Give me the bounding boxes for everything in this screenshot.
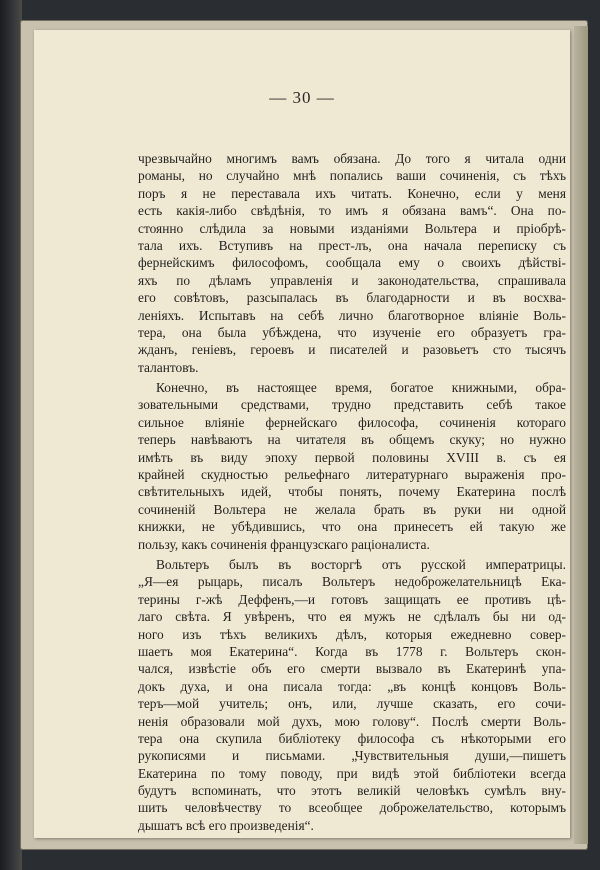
- text-line: зовательными средствами, трудно представить себѣ такое: [138, 397, 566, 413]
- text-line: сочиненій Вольтера не желала брать въ руки ни одной: [138, 501, 566, 517]
- text-line: сильное вліяніе фернейскаго философа, сочиненія котораго: [138, 414, 566, 430]
- text-line: тера она скупила библіотеку философа съ нѣкоторыми его: [138, 730, 566, 746]
- paragraph: [138, 379, 566, 553]
- text-line: Екатерина по тому поводу, при видѣ этой библіотеки всегда: [138, 765, 566, 781]
- text-line: рукописями и письмами. „Чувствительныя души,—пишетъ: [138, 748, 566, 764]
- text-line: леніяхъ. Испытавъ на себѣ лично благотворное вліяніе Воль-: [138, 307, 566, 323]
- page-text: [138, 150, 566, 834]
- text-line: поръ я не переставала ихъ читать. Конечно, если у меня: [138, 185, 566, 201]
- text-line: жданъ, геніевъ, героевъ и писателей и разовьетъ сто тысячъ: [138, 342, 566, 358]
- text-line: есть какія-либо свѣдѣнія, то имъ я обязана вамъ“. Она по-: [138, 203, 566, 219]
- text-line: стоянно слѣдила за новыми изданіями Вольтера и пріобрѣ-: [138, 220, 566, 236]
- book-spine: [0, 0, 22, 870]
- text-line: пользу, какъ сочиненія французскаго раціоналиста.: [138, 536, 430, 552]
- text-line: яхъ по дѣламъ управленія и законодательства, спрашивала: [138, 272, 566, 288]
- page-number: — 30 —: [269, 88, 335, 107]
- text-line: его совѣтовъ, разсыпалась въ благодарности и въ восхва-: [138, 290, 566, 306]
- text-line: теперь навѣваютъ на читателя въ общемъ скуку; но нужно: [138, 432, 566, 448]
- text-line: шить человѣчеству то всеобщее доброжелательство, которымъ: [138, 800, 566, 816]
- text-line: лаго свѣта. Я увѣренъ, что ея мужъ не сдѣлалъ бы ни од-: [138, 609, 566, 625]
- text-line: шаетъ моя Екатерина“. Когда въ 1778 г. Вольтеръ скон-: [138, 643, 566, 659]
- text-line: фернейскимъ философомъ, сообщала ему о своихъ дѣйстві-: [138, 255, 566, 271]
- book-page: [34, 30, 570, 838]
- text-line: имѣть въ виду эпоху первой половины XVIII в. съ ея: [138, 449, 566, 465]
- text-line: ного изъ тѣхъ великихъ дѣлъ, которыя ежедневно совер-: [138, 626, 566, 642]
- text-line: докъ духа, и она писала тогда: „въ концѣ концовъ Воль-: [138, 678, 566, 694]
- text-line: теръ—мой учитель; онъ, или, лучше сказать, его сочи-: [138, 696, 566, 712]
- paragraph: [138, 556, 566, 834]
- text-line: Конечно, въ настоящее время, богатое книжными, обра-: [156, 380, 566, 396]
- cover-edge: [574, 26, 588, 844]
- text-line: будутъ вспоминать, что этотъ великій человѣкъ сумѣлъ вну-: [138, 783, 566, 799]
- text-line: „Я—ея рыцарь, писалъ Вольтеръ недоброжелательницѣ Ека-: [138, 574, 566, 590]
- text-line: дышатъ всѣ его произведенія“.: [138, 817, 314, 833]
- text-line: свѣтительныхъ идей, чтобы понять, почему Екатерина послѣ: [138, 484, 566, 500]
- text-line: чался, извѣстіе объ его смерти вызвало въ Екатеринѣ упа-: [138, 661, 566, 677]
- paragraph: [138, 150, 566, 376]
- text-line: романы, но случайно мнѣ попались ваши сочиненія, съ тѣхъ: [138, 168, 566, 184]
- text-line: талантовъ.: [138, 359, 199, 375]
- text-line: ненія образовали мой духъ, мою голову“. Послѣ смерти Воль-: [138, 713, 566, 729]
- text-line: терины г-жѣ Деффенъ,—и готовъ защищать ее противъ цѣ-: [138, 591, 566, 607]
- text-line: тала ихъ. Вступивъ на прест-лъ, она начала переписку съ: [138, 237, 566, 253]
- text-line: книжки, не убѣдившись, что она принесетъ ей такую же: [138, 519, 566, 535]
- text-line: крайней скудностью рельефнаго литературнаго выраженія про-: [138, 467, 566, 483]
- text-line: тера, она была убѣждена, что изученіе его образуетъ гра-: [138, 324, 566, 340]
- text-line: чрезвычайно многимъ вамъ обязана. До того я читала одни: [138, 151, 566, 166]
- text-line: Вольтеръ былъ въ восторгѣ отъ русской императрицы.: [156, 556, 566, 572]
